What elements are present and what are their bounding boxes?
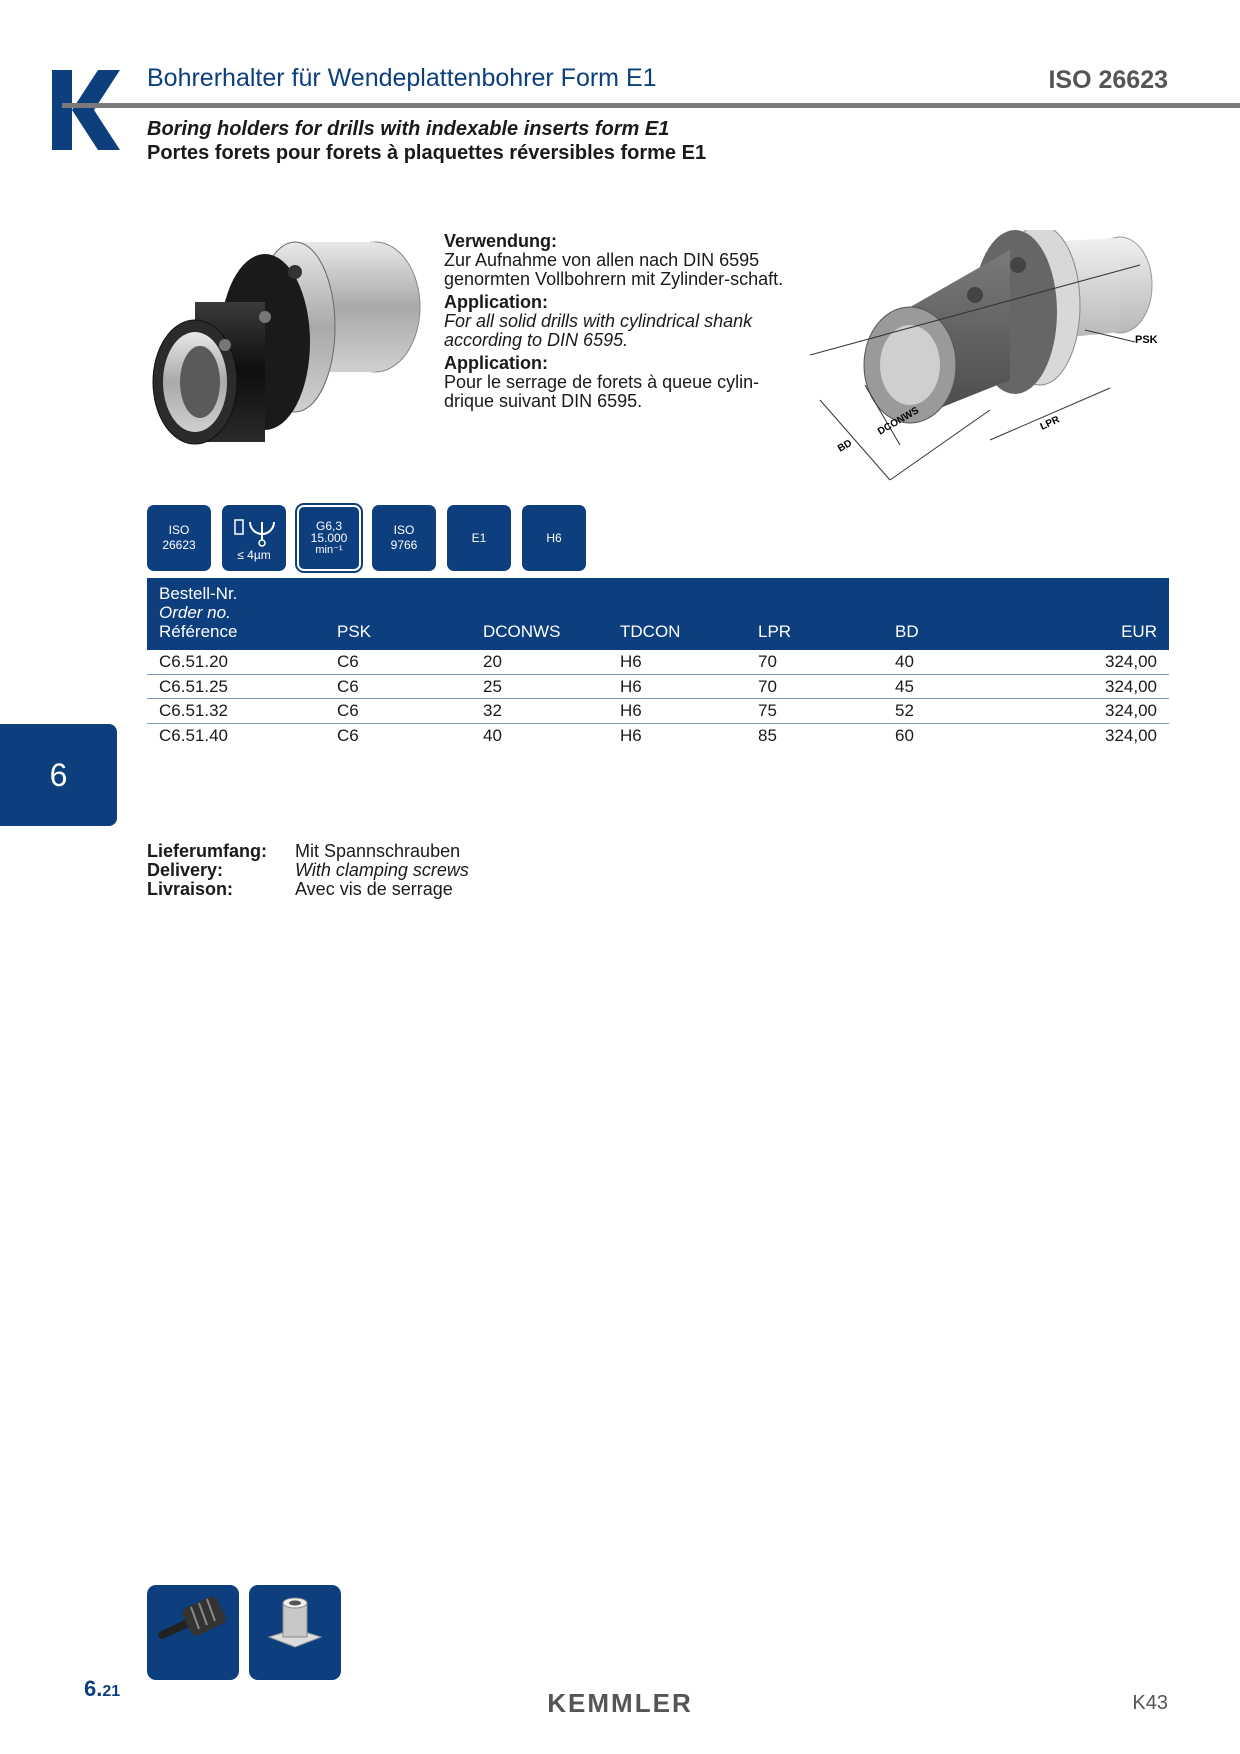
kemmler-k-logo xyxy=(50,70,120,150)
delivery-value-en: With clamping screws xyxy=(295,860,469,880)
accessory-label: 6.31 xyxy=(375,1660,399,1674)
cell-psk: C6 xyxy=(337,726,359,745)
form-e1-badge xyxy=(447,505,511,571)
desc-heading-fr: Application: xyxy=(444,353,548,373)
table-row xyxy=(147,699,1169,723)
order-label-fr: Référence xyxy=(159,622,238,641)
desc-text-de: Zur Aufnahme von allen nach DIN 6595 genormten Vollbohrern mit Zylinder-schaft. xyxy=(444,250,784,289)
runout-gauge-icon xyxy=(232,514,276,548)
lpr-label: LPR xyxy=(1038,414,1062,433)
cell-lpr: 85 xyxy=(758,726,777,745)
iso-26623-badge xyxy=(147,505,211,571)
col-bd: BD xyxy=(895,622,919,641)
badge-line: H6 xyxy=(546,530,562,545)
badge-line: E1 xyxy=(471,530,487,545)
page-number-sub: 21 xyxy=(102,1683,121,1700)
runout-badge xyxy=(222,505,286,571)
order-label-en: Order no. xyxy=(159,603,231,622)
cell-bd: 52 xyxy=(895,701,914,720)
psk-label: PSK xyxy=(1135,334,1158,346)
cell-lpr: 70 xyxy=(758,677,777,696)
badge-line: ≤ 4µm xyxy=(237,547,271,562)
delivery-label-fr: Livraison: xyxy=(147,879,234,899)
badge-line: ISO xyxy=(168,523,190,537)
col-tdcon: TDCON xyxy=(620,622,681,641)
desc-heading-en: Application: xyxy=(444,292,548,312)
table-row xyxy=(147,675,1169,699)
cell-tdcon: H6 xyxy=(620,652,642,671)
cell-tdcon: H6 xyxy=(620,677,642,696)
cell-eur: 324,00 xyxy=(1105,726,1157,745)
table-row xyxy=(147,650,1169,674)
cell-dconws: 25 xyxy=(483,677,502,696)
order-label-de: Bestell-Nr. xyxy=(159,584,238,603)
delivery-value-de: Mit Spannschrauben xyxy=(295,841,461,861)
cell-dconws: 20 xyxy=(483,652,502,671)
badge-line: G6,3 xyxy=(315,519,342,533)
cell-dconws: 40 xyxy=(483,726,502,745)
accessory-link-631[interactable] xyxy=(249,1585,399,1680)
badge-line: 15.000 xyxy=(310,531,348,545)
col-dconws: DCONWS xyxy=(483,622,561,641)
cell-tdcon: H6 xyxy=(620,701,642,720)
desc-heading-de: Verwendung: xyxy=(444,231,558,251)
cell-psk: C6 xyxy=(337,652,359,671)
dconws-label: DCONWS xyxy=(876,405,921,438)
cell-tdcon: H6 xyxy=(620,726,642,745)
cell-bd: 40 xyxy=(895,652,914,671)
balancing-badge xyxy=(297,505,361,571)
page-number-main: 6. xyxy=(84,1676,103,1701)
accessory-link-633[interactable] xyxy=(147,1585,239,1680)
subtitle-en: Boring holders for drills with indexable inserts form E1 xyxy=(147,118,670,140)
cell-eur: 324,00 xyxy=(1105,701,1157,720)
cell-dconws: 32 xyxy=(483,701,502,720)
cell-lpr: 70 xyxy=(758,652,777,671)
assembly-fixture-icon xyxy=(249,1585,341,1655)
badge-line: ISO xyxy=(393,523,415,537)
badge-line: min⁻¹ xyxy=(315,544,343,556)
badge-line: 26623 xyxy=(162,538,196,552)
delivery-label-de: Lieferumfang: xyxy=(147,841,268,861)
cell-order-no: C6.51.20 xyxy=(159,652,228,671)
col-lpr: LPR xyxy=(758,622,792,641)
header-rule xyxy=(62,103,1240,108)
tolerance-h6-badge xyxy=(522,505,586,571)
badge-line: 9766 xyxy=(390,538,418,552)
cell-lpr: 75 xyxy=(758,701,777,720)
cell-psk: C6 xyxy=(337,677,359,696)
cell-bd: 45 xyxy=(895,677,914,696)
table-row xyxy=(147,724,1169,748)
description xyxy=(444,232,804,415)
cell-eur: 324,00 xyxy=(1105,677,1157,696)
table-header xyxy=(147,578,1169,648)
desc-text-en: For all solid drills with cylindrical shank according to DIN 6595. xyxy=(444,311,753,350)
cell-psk: C6 xyxy=(337,701,359,720)
desc-text-fr: Pour le serrage de forets à queue cylin-drique suivant DIN 6595. xyxy=(444,372,760,411)
technical-drawing xyxy=(810,230,1180,500)
product-photo xyxy=(145,232,435,482)
subtitle-fr: Portes forets pour forets à plaquettes réversibles forme E1 xyxy=(147,142,707,164)
cell-order-no: C6.51.25 xyxy=(159,677,228,696)
page-title: Bohrerhalter für Wendeplattenbohrer Form E1 xyxy=(147,64,657,92)
standard-label: ISO 26623 xyxy=(1048,66,1168,94)
bd-label: BD xyxy=(836,437,855,455)
cell-eur: 324,00 xyxy=(1105,652,1157,671)
delivery-value-fr: Avec vis de serrage xyxy=(295,879,453,899)
cell-order-no: C6.51.40 xyxy=(159,726,228,745)
col-psk: PSK xyxy=(337,622,372,641)
cell-order-no: C6.51.32 xyxy=(159,701,228,720)
brand-logo: KEMMLER xyxy=(547,1688,693,1718)
iso-9766-badge xyxy=(372,505,436,571)
delivery-label-en: Delivery: xyxy=(147,860,224,880)
cell-bd: 60 xyxy=(895,726,914,745)
page-code: K43 xyxy=(1132,1692,1168,1714)
chapter-tab[interactable]: 6 xyxy=(0,724,117,826)
clamping-screw-icon xyxy=(147,1585,239,1655)
col-eur: EUR xyxy=(1121,622,1157,641)
